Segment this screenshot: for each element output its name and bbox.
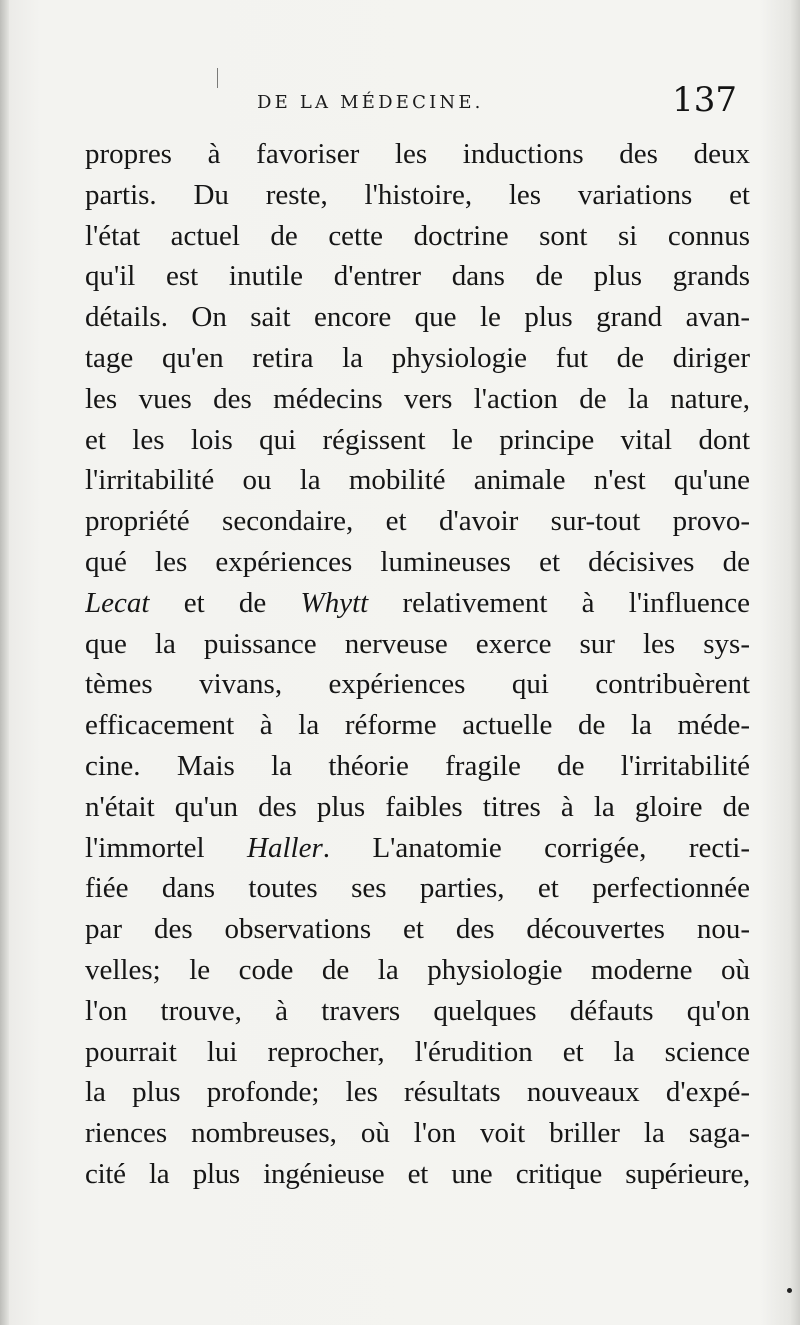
italic-name: Haller [247,831,323,864]
text-line [85,1113,750,1154]
text-segment: l'état actuel de cette doctrine sont si connus [85,219,750,252]
page-gutter-shadow [0,0,9,1325]
text-line [85,868,750,909]
text-segment: propres à favoriser les inductions des deux [85,138,750,170]
text-segment: riences nombreuses, où l'on voit briller la saga- [85,1117,750,1150]
text-line [85,216,750,257]
text-segment: par des observations et des découvertes nou- [85,913,750,946]
text-line [85,379,750,420]
text-line [85,991,750,1032]
text-segment: tage qu'en retira la physiologie fut de diriger [85,341,750,374]
text-line [85,624,750,665]
text-line [85,338,750,379]
text-line [85,705,750,746]
running-title: DE LA MÉDECINE. [257,92,484,113]
text-segment: cité la plus ingénieuse et une critique supérieure, [85,1157,750,1190]
text-line [85,909,750,950]
text-segment: partis. Du reste, l'histoire, les variations et [85,178,750,211]
text-line [85,420,750,461]
text-segment: propriété secondaire, et d'avoir sur-tout provo- [85,505,750,538]
text-segment: qué les expériences lumineuses et décisives de [85,545,750,578]
text-segment: relativement à l'influence [368,586,750,619]
text-segment: détails. On sait encore que le plus grand avan- [85,301,750,334]
text-line [85,175,750,216]
italic-name: Lecat [85,586,150,619]
ink-speck [787,1288,792,1293]
text-segment: n'était qu'un des plus faibles titres à la gloire de [85,790,750,823]
text-line [85,950,750,991]
text-line [85,787,750,828]
text-segment: pourrait lui reprocher, l'érudition et la science [85,1035,750,1068]
text-segment: efficacement à la réforme actuelle de la méde- [85,709,750,742]
text-segment: les vues des médecins vers l'action de la nature, [85,382,750,415]
text-line [85,583,750,624]
page-number: 137 [672,80,737,120]
italic-name: Whytt [300,586,369,619]
text-line [85,256,750,297]
text-line [85,664,750,705]
text-line [85,1032,750,1073]
text-line [85,542,750,583]
text-segment: velles; le code de la physiologie moderne où [85,953,750,986]
body-text [85,134,750,1195]
running-head [85,80,745,130]
text-segment: l'on trouve, à travers quelques défauts qu'on [85,994,750,1027]
text-line [85,1154,750,1195]
text-line [85,828,750,869]
text-line [85,1072,750,1113]
text-segment: . L'anatomie corrigée, recti- [322,831,750,864]
text-segment: et de [149,586,301,619]
text-segment: l'immortel [85,831,248,864]
text-segment: que la puissance nerveuse exerce sur les sys- [85,627,750,660]
text-segment: qu'il est inutile d'entrer dans de plus grands [85,260,750,293]
text-line [85,501,750,542]
text-segment: la plus profonde; les résultats nouveaux d'expé- [85,1076,750,1109]
text-line [85,134,750,175]
text-line [85,746,750,787]
text-segment: tèmes vivans, expériences qui contribuèrent [85,668,750,701]
text-line [85,460,750,501]
text-segment: cine. Mais la théorie fragile de l'irritabilité [85,749,750,782]
text-segment: et les lois qui régissent le principe vital dont [85,423,750,456]
text-line [85,297,750,338]
text-segment: fiée dans toutes ses parties, et perfectionnée [85,872,750,905]
text-segment: l'irritabilité ou la mobilité animale n'est qu'une [85,464,750,497]
